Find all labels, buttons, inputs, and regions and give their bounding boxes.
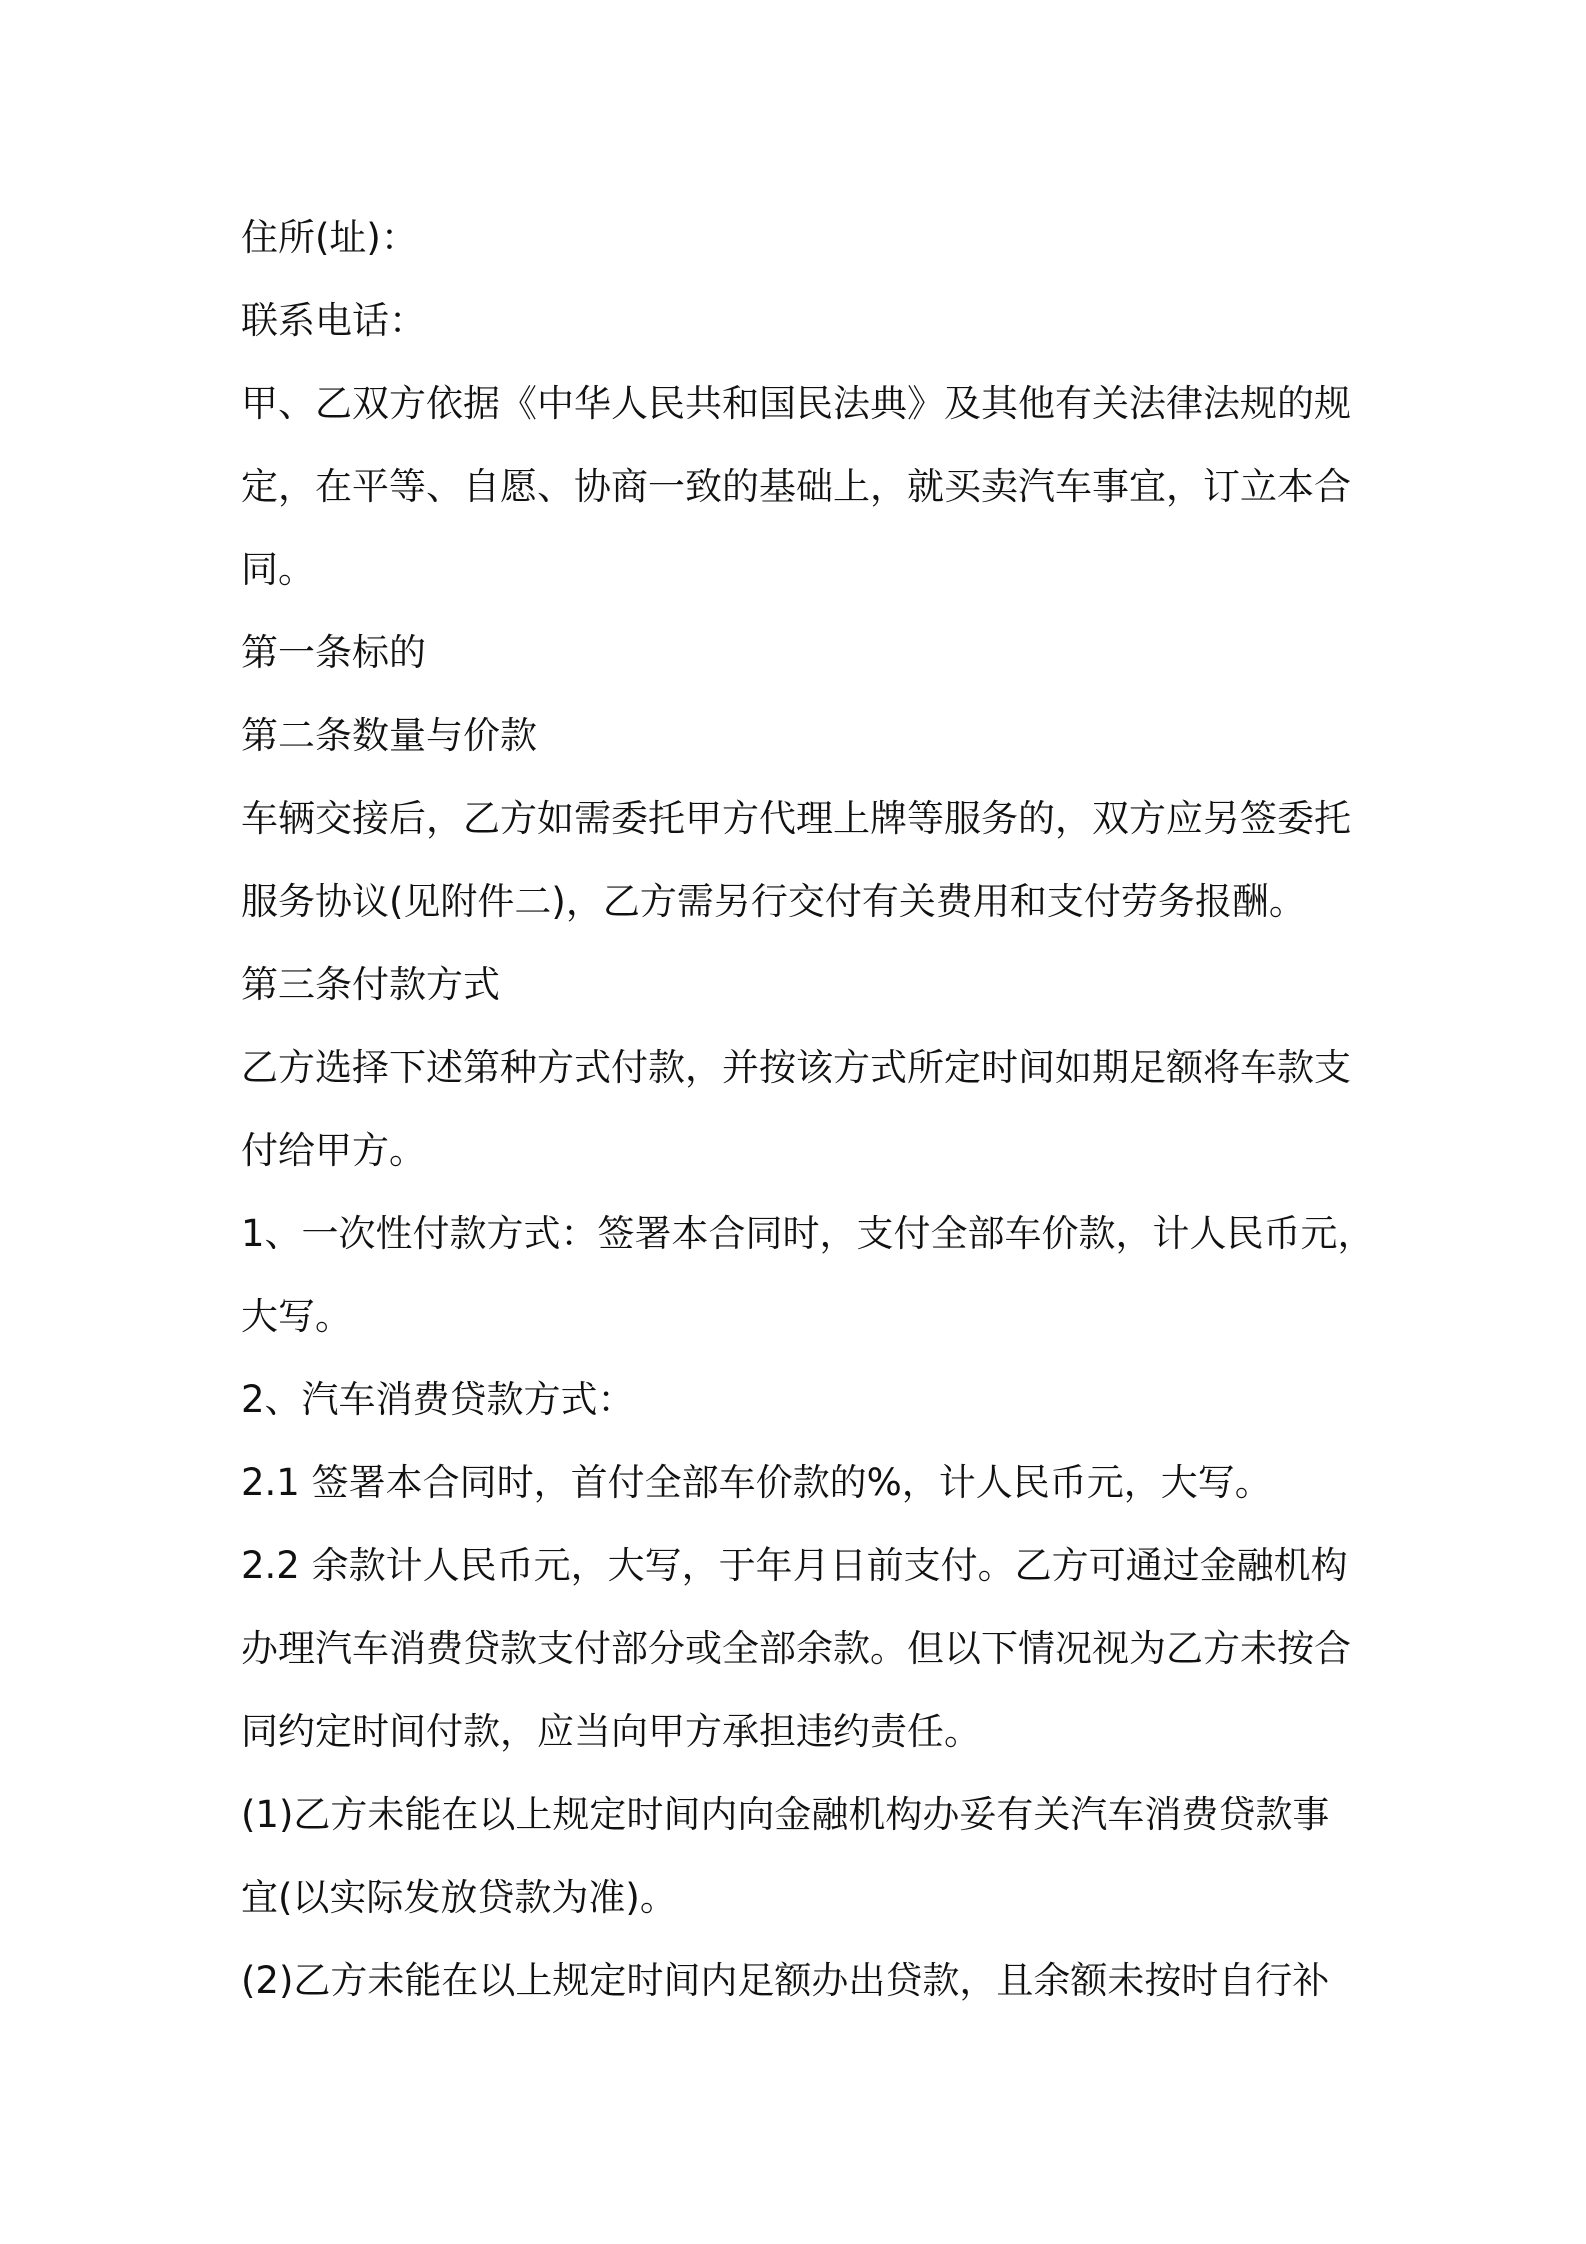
paragraph-article-1 <box>241 611 1361 694</box>
paragraph-article-2 <box>241 694 1361 777</box>
paragraph-case-2 <box>241 1939 1361 2022</box>
text-line: 2.2 余款计人民币元，大写，于年月日前支付。乙方可通过金融机构 <box>241 1544 1348 1587</box>
text-line: 服务协议(见附件二)，乙方需另行交付有关费用和支付劳务报酬。 <box>241 880 1306 923</box>
paragraph-item-2-1 <box>241 1441 1361 1524</box>
paragraph-handover <box>241 777 1361 943</box>
paragraph-item-2 <box>241 1358 1361 1441</box>
contract-body <box>241 196 1375 2022</box>
text-line: 同约定时间付款，应当向甲方承担违约责任。 <box>241 1710 981 1753</box>
text-line: 1、一次性付款方式：签署本合同时，支付全部车价款，计人民币元， <box>241 1212 1375 1255</box>
paragraph-phone <box>241 279 1361 362</box>
text-line: 2.1 签署本合同时，首付全部车价款的%，计人民币元，大写。 <box>241 1461 1272 1504</box>
text-line: 办理汽车消费贷款支付部分或全部余款。但以下情况视为乙方未按合 <box>241 1627 1351 1670</box>
paragraph-payment-choice <box>241 1026 1361 1192</box>
text-line: 宜(以实际发放贷款为准)。 <box>241 1876 677 1919</box>
text-line: 住所(址)： <box>241 216 418 259</box>
text-line: 2、汽车消费贷款方式： <box>241 1378 635 1421</box>
paragraph-case-1 <box>241 1773 1361 1939</box>
paragraph-item-2-2 <box>241 1524 1361 1773</box>
text-line: 第一条标的 <box>241 631 426 674</box>
paragraph-article-3 <box>241 943 1361 1026</box>
paragraph-preamble <box>241 362 1361 611</box>
text-line: 同。 <box>241 548 315 591</box>
text-line: 联系电话： <box>241 299 426 342</box>
text-line: 定，在平等、自愿、协商一致的基础上，就买卖汽车事宜，订立本合 <box>241 465 1351 508</box>
paragraph-item-1 <box>241 1192 1375 1358</box>
text-line: 大写。 <box>241 1295 352 1338</box>
text-line: (1)乙方未能在以上规定时间内向金融机构办妥有关汽车消费贷款事 <box>241 1793 1330 1836</box>
text-line: 付给甲方。 <box>241 1129 426 1172</box>
text-line: 第二条数量与价款 <box>241 714 537 757</box>
text-line: 车辆交接后，乙方如需委托甲方代理上牌等服务的，双方应另签委托 <box>241 797 1351 840</box>
text-line: 乙方选择下述第种方式付款，并按该方式所定时间如期足额将车款支 <box>241 1046 1351 1089</box>
text-line: 第三条付款方式 <box>241 963 500 1006</box>
text-line: (2)乙方未能在以上规定时间内足额办出贷款，且余额未按时自行补 <box>241 1959 1330 2002</box>
text-line: 甲、乙双方依据《中华人民共和国民法典》及其他有关法律法规的规 <box>241 382 1351 425</box>
paragraph-address <box>241 196 1361 279</box>
